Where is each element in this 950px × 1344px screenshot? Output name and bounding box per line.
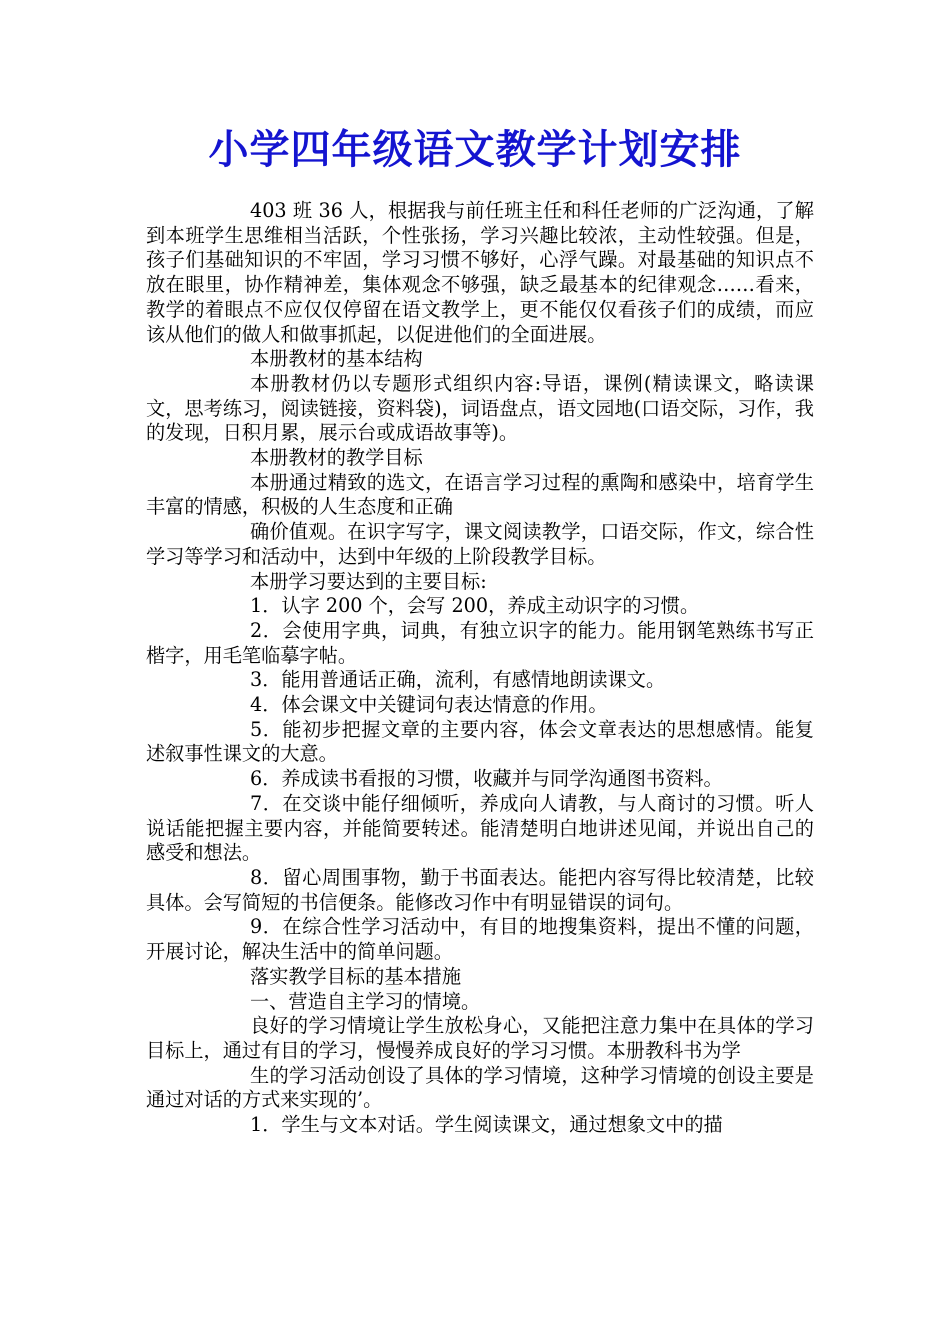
list-item: 1．认字 200 个，会写 200，养成主动识字的习惯。 [250,594,700,618]
list-item: 2．会使用字典，词典，有独立识字的能力。能用钢笔熟练书写正楷字，用毛笔临摹字帖。 [146,618,814,667]
paragraph: 良好的学习情境让学生放松身心，又能把注意力集中在具体的学习目标上，通过有目的学习，慢慢养成良好的学习习惯。本册教科书为学 [146,1014,814,1062]
list-item: 7．在交谈中能仔细倾听，养成向人请教，与人商讨的习惯。听人说话能把握主要内容，并能简要转述。能清楚明白地讲述见闻，并说出自己的感受和想法。 [146,791,814,865]
list-item: 9．在综合性学习活动中，有目的地搜集资料，提出不懂的问题，开展讨论，解决生活中的简单问题。 [146,915,814,964]
section-heading: 本册教材的基本结构 [250,347,423,371]
paragraph: 403 班 36 人，根据我与前任班主任和科任老师的广泛沟通，了解到本班学生思维相当活跃，个性张扬，学习兴趣比较浓，主动性较强。但是，孩子们基础知识的不牢固，学习习惯不够好，心浮气躁。对最基础的知识点不放在眼里，协作精神差，集体观念不够强，缺乏最基本的纪律观念……看来，教学的着眼点不应仅仅停留在语文教学上，更不能仅仅看孩子们的成绩，而应该从他们的做人和做事抓起，以促进他们的全面进展。 [146,199,814,346]
list-item: 6．养成读书看报的习惯，收藏并与同学沟通图书资料。 [250,767,723,791]
paragraph: 生的学习活动创设了具体的学习情境，这种学习情境的创设主要是通过对话的方式来实现的’。 [146,1063,814,1112]
section-heading: 落实教学目标的基本措施 [250,964,462,988]
subsection-heading: 一、营造自主学习的情境。 [250,989,481,1013]
section-heading: 本册学习要达到的主要目标: [250,569,487,593]
paragraph: 确价值观。在识字写字，课文阅读教学，口语交际，作文，综合性学习等学习和活动中，达到中年级的上阶段教学目标。 [146,520,814,568]
document-title: 小学四年级语文教学计划安排 [208,126,742,173]
document-body [146,199,814,1138]
list-item: 3．能用普通话正确，流利，有感情地朗读课文。 [250,668,666,692]
list-item: 8．留心周围事物，勤于书面表达。能把内容写得比较清楚，比较具体。会写简短的书信便条。能修改习作中有明显错误的词句。 [146,865,814,914]
list-item: 4．体会课文中关键词句表达情意的作用。 [250,693,608,717]
paragraph: 本册通过精致的选文，在语言学习过程的熏陶和感染中，培育学生丰富的情感，积极的人生态度和正确 [146,470,814,519]
paragraph: 本册教材仍以专题形式组织内容:导语，课例(精读课文，略读课文，思考练习，阅读链接，资料袋)，词语盘点，语文园地(口语交际，习作，我的发现，日积月累，展示台或成语故事等)。 [146,371,814,445]
section-heading: 本册教材的教学目标 [250,446,423,470]
list-item: 1．学生与文本对话。学生阅读课文，通过想象文中的描 [250,1113,723,1137]
list-item: 5．能初步把握文章的主要内容，体会文章表达的思想感情。能复述叙事性课文的大意。 [146,717,814,766]
